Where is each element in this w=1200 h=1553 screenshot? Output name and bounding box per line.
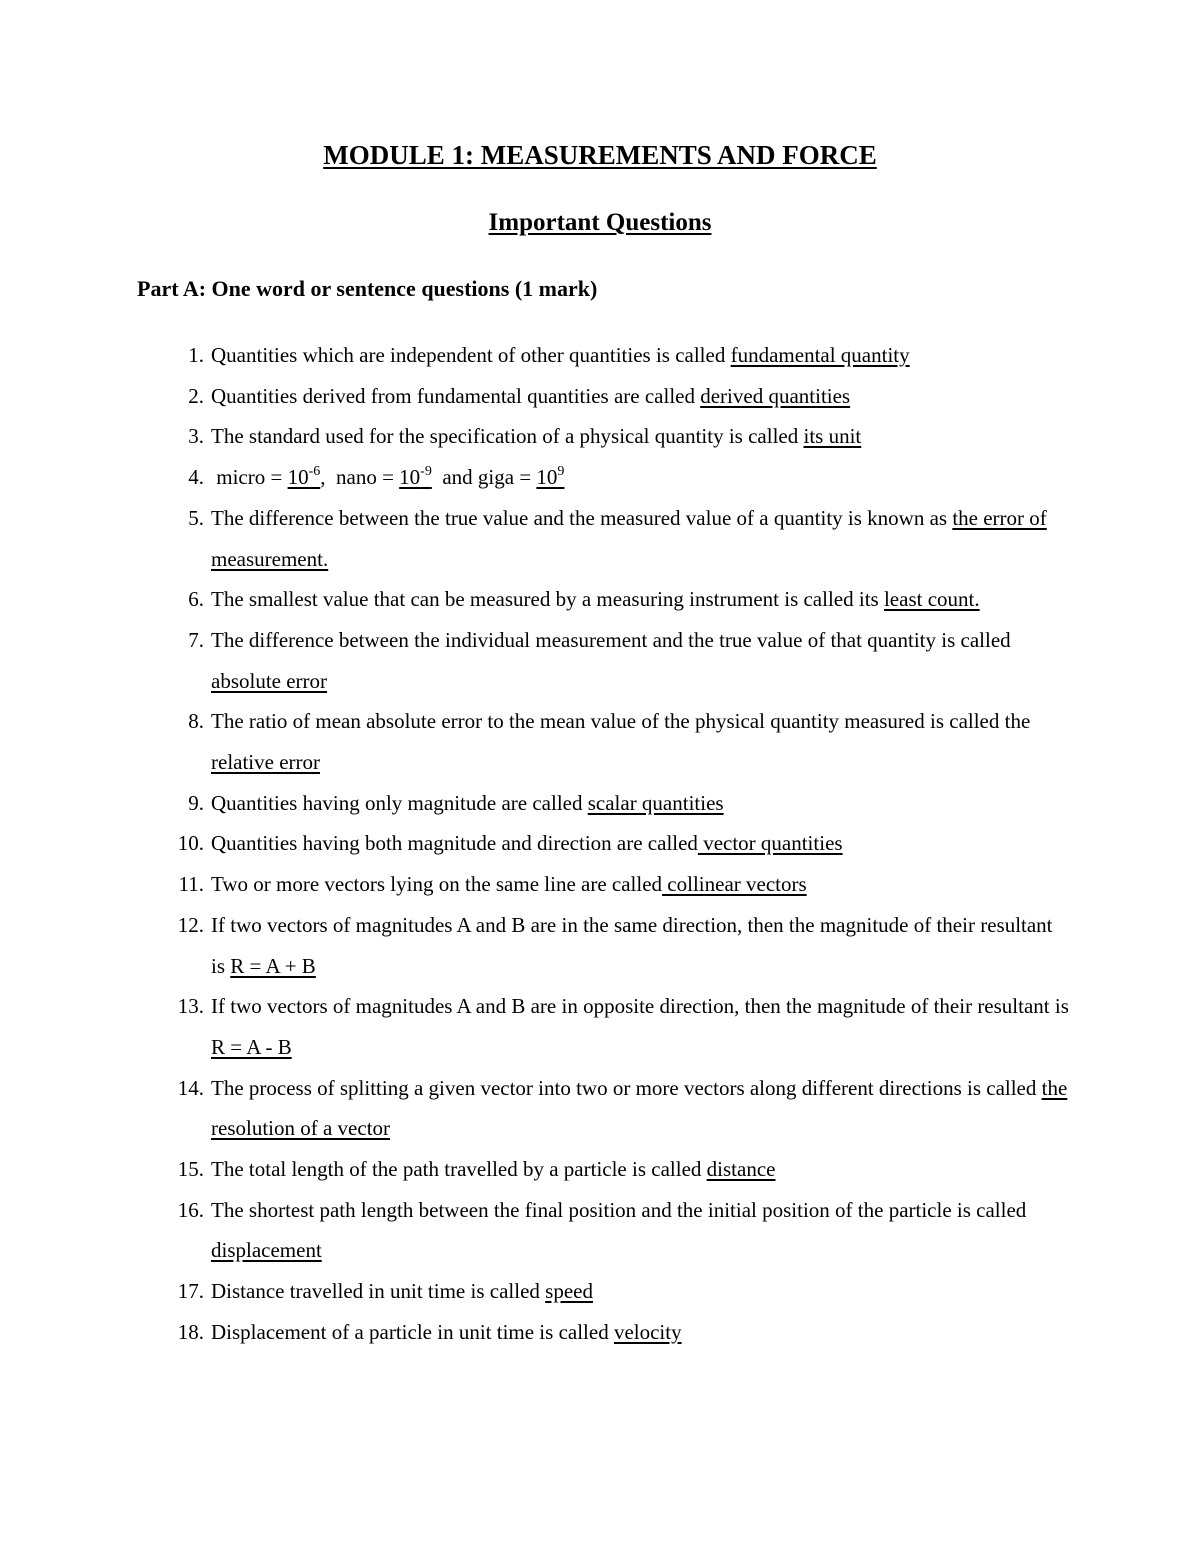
question-item <box>0 823 1071 864</box>
question-number: 13. <box>177 994 204 1019</box>
nano-label: nano = <box>330 465 400 490</box>
question-text: Quantities which are independent of other quantities is called <box>211 343 731 367</box>
question-item <box>0 783 1071 824</box>
question-number: 18. <box>177 1319 204 1344</box>
question-number: 6. <box>188 587 204 612</box>
question-item <box>0 864 1071 905</box>
question-text: If two vectors of magnitudes A and B are in opposite direction, then the magnitude of their resultant is <box>211 994 1069 1019</box>
question-item <box>0 620 1071 701</box>
question-item <box>0 1149 1071 1190</box>
question-answer: least count. <box>883 587 980 612</box>
question-text: The shortest path length between the final position and the initial position of the particle is called <box>211 1197 1027 1222</box>
question-text: Distance travelled in unit time is called <box>211 1279 546 1304</box>
micro-exponent: -6 <box>308 464 321 480</box>
question-item <box>0 1190 1071 1271</box>
question-answer: velocity <box>613 1319 682 1344</box>
nano-exponent: -9 <box>420 464 432 480</box>
question-number: 3. <box>188 424 204 449</box>
question-item <box>0 376 1071 417</box>
question-item-prefixes <box>0 457 1071 498</box>
question-number: 17. <box>177 1279 204 1304</box>
question-answer: scalar quantities <box>587 790 724 815</box>
question-text: The difference between the individual measurement and the true value of that quantity is called <box>211 627 1011 652</box>
question-text: The process of splitting a given vector into two or more vectors along different directions is called <box>211 1075 1042 1100</box>
question-number: 2. <box>188 383 204 408</box>
question-item <box>0 498 1071 579</box>
module-title: MODULE 1: MEASUREMENTS AND FORCE <box>323 140 877 170</box>
question-text: Quantities derived from fundamental quantities are called <box>211 383 701 408</box>
question-number: 8. <box>188 709 204 734</box>
question-number: 9. <box>188 790 204 815</box>
question-item <box>0 1271 1071 1312</box>
question-text: The ratio of mean absolute error to the mean value of the physical quantity measured is called the <box>211 709 1031 734</box>
question-answer: displacement <box>211 1238 322 1263</box>
giga-value <box>536 465 564 489</box>
question-item <box>0 1312 1071 1353</box>
question-text: The difference between the true value and the measured value of a quantity is known as <box>211 505 953 530</box>
question-number: 12. <box>177 912 204 937</box>
question-answer: speed <box>545 1279 593 1304</box>
question-answer: absolute error <box>211 668 328 693</box>
micro-label: micro = <box>211 465 288 490</box>
question-text: Quantities having only magnitude are called <box>211 790 588 815</box>
question-answer: distance <box>706 1157 776 1182</box>
part-a-heading: Part A: One word or sentence questions (1 mark) <box>137 276 598 301</box>
giga-exponent: 9 <box>557 464 565 480</box>
question-number: 5. <box>188 505 204 530</box>
micro-base: 10 <box>287 465 309 490</box>
question-answer: R = A - B <box>211 1034 292 1059</box>
question-text: Displacement of a particle in unit time is called <box>211 1319 614 1344</box>
question-number: 10. <box>177 831 204 856</box>
question-answer: collinear vectors <box>662 872 807 897</box>
question-item <box>0 416 1071 457</box>
question-number: 4. <box>188 465 204 490</box>
question-number: 14. <box>177 1075 204 1100</box>
question-text: The standard used for the specification of a physical quantity is called <box>211 424 804 449</box>
nano-base: 10 <box>399 465 421 490</box>
question-answer: relative error <box>211 750 321 775</box>
section-title: Important Questions <box>488 209 712 236</box>
question-answer: derived quantities <box>700 383 851 408</box>
question-number: 16. <box>177 1197 204 1222</box>
question-list <box>0 335 1200 1353</box>
question-text: The total length of the path travelled by a particle is called <box>211 1157 707 1182</box>
question-text: Quantities having both magnitude and direction are called <box>211 831 698 856</box>
question-answer: R = A + B <box>230 953 316 978</box>
question-answer: vector quantities <box>697 831 843 856</box>
giga-base: 10 <box>536 465 558 490</box>
question-item <box>0 579 1071 620</box>
question-item <box>0 1068 1071 1149</box>
question-text: Two or more vectors lying on the same line are called <box>211 872 663 897</box>
question-answer: fundamental quantity <box>730 343 910 367</box>
question-answer: the resolution of a vector <box>211 1075 1068 1141</box>
question-number: 15. <box>177 1157 204 1182</box>
prefix-separator: , <box>320 465 331 490</box>
nano-value <box>399 465 432 489</box>
question-number: 7. <box>188 627 204 652</box>
question-text: The smallest value that can be measured by a measuring instrument is called its <box>211 587 884 612</box>
question-item <box>0 986 1071 1067</box>
question-answer: its unit <box>803 424 862 449</box>
question-item <box>0 905 1071 986</box>
giga-label: and giga = <box>431 465 537 490</box>
question-item <box>0 701 1071 782</box>
question-number: 1. <box>188 343 204 367</box>
question-item <box>0 335 1071 376</box>
question-answer: the error of measurement. <box>211 505 1047 571</box>
micro-value <box>288 465 321 489</box>
question-number: 11. <box>178 872 204 897</box>
question-text: If two vectors of magnitudes A and B are in the same direction, then the magnitude of their resultant is <box>211 912 1053 978</box>
